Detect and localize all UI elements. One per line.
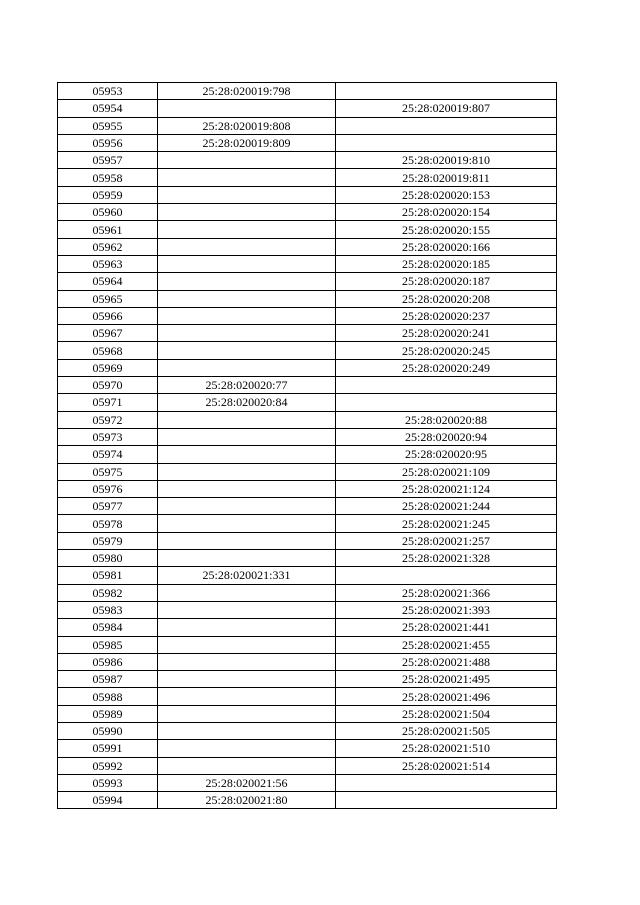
row-number-cell: 05975	[58, 463, 158, 480]
row-number-cell: 05971	[58, 394, 158, 411]
table-row	[58, 722, 557, 739]
cadastral-number-cell-right: 25:28:020021:124	[336, 480, 557, 497]
cadastral-number-cell-right: 25:28:020021:441	[336, 619, 557, 636]
cadastral-number-cell-left	[158, 411, 336, 428]
cadastral-number-cell-right: 25:28:020021:257	[336, 532, 557, 549]
table-row	[58, 100, 557, 117]
cadastral-number-cell-left	[158, 498, 336, 515]
cadastral-number-cell-right: 25:28:020021:495	[336, 671, 557, 688]
row-number-cell: 05968	[58, 342, 158, 359]
row-number-cell: 05984	[58, 619, 158, 636]
table-row	[58, 757, 557, 774]
table-row	[58, 152, 557, 169]
row-number-cell: 05991	[58, 740, 158, 757]
table-row	[58, 169, 557, 186]
cadastral-number-cell-right: 25:28:020021:245	[336, 515, 557, 532]
row-number-cell: 05959	[58, 186, 158, 203]
table-row	[58, 532, 557, 549]
cadastral-number-cell-left	[158, 204, 336, 221]
row-number-cell: 05977	[58, 498, 158, 515]
cadastral-number-cell-right	[336, 567, 557, 584]
cadastral-number-cell-right: 25:28:020020:94	[336, 428, 557, 445]
cadastral-number-cell-right: 25:28:020020:155	[336, 221, 557, 238]
table-row	[58, 792, 557, 809]
table-row	[58, 498, 557, 515]
cadastral-number-cell-right: 25:28:020020:185	[336, 255, 557, 272]
row-number-cell: 05961	[58, 221, 158, 238]
cadastral-number-cell-left	[158, 463, 336, 480]
table-row	[58, 307, 557, 324]
row-number-cell: 05978	[58, 515, 158, 532]
table-row	[58, 619, 557, 636]
cadastral-number-cell-left	[158, 152, 336, 169]
table-row	[58, 255, 557, 272]
row-number-cell: 05974	[58, 446, 158, 463]
row-number-cell: 05980	[58, 550, 158, 567]
cadastral-number-cell-right: 25:28:020020:208	[336, 290, 557, 307]
cadastral-number-cell-right: 25:28:020021:510	[336, 740, 557, 757]
cadastral-number-cell-left	[158, 705, 336, 722]
cadastral-number-cell-right: 25:28:020021:455	[336, 636, 557, 653]
table-row	[58, 342, 557, 359]
row-number-cell: 05994	[58, 792, 158, 809]
cadastral-number-cell-left	[158, 480, 336, 497]
table-row	[58, 325, 557, 342]
cadastral-number-cell-left: 25:28:020019:808	[158, 117, 336, 134]
cadastral-number-cell-left	[158, 636, 336, 653]
row-number-cell: 05986	[58, 653, 158, 670]
row-number-cell: 05955	[58, 117, 158, 134]
row-number-cell: 05958	[58, 169, 158, 186]
row-number-cell: 05966	[58, 307, 158, 324]
cadastral-number-cell-right: 25:28:020021:366	[336, 584, 557, 601]
cadastral-number-cell-left	[158, 722, 336, 739]
cadastral-number-cell-left	[158, 601, 336, 618]
cadastral-number-cell-right: 25:28:020021:109	[336, 463, 557, 480]
cadastral-number-cell-left	[158, 550, 336, 567]
table-row	[58, 411, 557, 428]
cadastral-number-cell-left	[158, 532, 336, 549]
row-number-cell: 05960	[58, 204, 158, 221]
table-row	[58, 740, 557, 757]
row-number-cell: 05990	[58, 722, 158, 739]
table-row	[58, 204, 557, 221]
cadastral-number-cell-right: 25:28:020021:514	[336, 757, 557, 774]
cadastral-number-cell-right: 25:28:020020:237	[336, 307, 557, 324]
row-number-cell: 05963	[58, 255, 158, 272]
cadastral-number-cell-right: 25:28:020020:154	[336, 204, 557, 221]
cadastral-number-cell-right: 25:28:020019:810	[336, 152, 557, 169]
row-number-cell: 05976	[58, 480, 158, 497]
cadastral-number-cell-right: 25:28:020020:245	[336, 342, 557, 359]
cadastral-number-cell-left	[158, 325, 336, 342]
row-number-cell: 05993	[58, 774, 158, 791]
table-row	[58, 671, 557, 688]
cadastral-number-cell-left	[158, 186, 336, 203]
table-row	[58, 480, 557, 497]
row-number-cell: 05967	[58, 325, 158, 342]
cadastral-number-cell-right: 25:28:020020:95	[336, 446, 557, 463]
cadastral-number-cell-right	[336, 774, 557, 791]
row-number-cell: 05956	[58, 134, 158, 151]
cadastral-number-cell-left	[158, 307, 336, 324]
table-row	[58, 550, 557, 567]
cadastral-number-cell-left	[158, 671, 336, 688]
row-number-cell: 05970	[58, 377, 158, 394]
row-number-cell: 05988	[58, 688, 158, 705]
cadastral-number-cell-left	[158, 290, 336, 307]
table-row	[58, 290, 557, 307]
cadastral-number-cell-left	[158, 584, 336, 601]
row-number-cell: 05972	[58, 411, 158, 428]
cadastral-number-cell-right: 25:28:020020:249	[336, 359, 557, 376]
row-number-cell: 05973	[58, 428, 158, 445]
cadastral-table	[57, 82, 557, 809]
table-row	[58, 186, 557, 203]
row-number-cell: 05989	[58, 705, 158, 722]
table-row	[58, 273, 557, 290]
table-row	[58, 446, 557, 463]
cadastral-number-cell-left	[158, 619, 336, 636]
table-row	[58, 705, 557, 722]
cadastral-number-cell-left	[158, 100, 336, 117]
cadastral-number-cell-right	[336, 377, 557, 394]
cadastral-number-cell-right: 25:28:020019:807	[336, 100, 557, 117]
cadastral-number-cell-left: 25:28:020021:56	[158, 774, 336, 791]
cadastral-number-cell-left: 25:28:020019:798	[158, 83, 336, 100]
row-number-cell: 05964	[58, 273, 158, 290]
table-row	[58, 601, 557, 618]
row-number-cell: 05983	[58, 601, 158, 618]
cadastral-number-cell-right: 25:28:020020:187	[336, 273, 557, 290]
cadastral-number-cell-left	[158, 757, 336, 774]
cadastral-number-cell-right	[336, 394, 557, 411]
cadastral-number-cell-right	[336, 117, 557, 134]
table-row	[58, 515, 557, 532]
cadastral-number-cell-right: 25:28:020021:393	[336, 601, 557, 618]
cadastral-number-cell-left	[158, 221, 336, 238]
row-number-cell: 05962	[58, 238, 158, 255]
row-number-cell: 05965	[58, 290, 158, 307]
table-row	[58, 584, 557, 601]
row-number-cell: 05969	[58, 359, 158, 376]
table-row	[58, 221, 557, 238]
cadastral-number-cell-right: 25:28:020021:488	[336, 653, 557, 670]
table-row	[58, 377, 557, 394]
row-number-cell: 05957	[58, 152, 158, 169]
cadastral-number-cell-left	[158, 342, 336, 359]
row-number-cell: 05954	[58, 100, 158, 117]
cadastral-number-cell-left	[158, 169, 336, 186]
cadastral-number-cell-right: 25:28:020021:505	[336, 722, 557, 739]
cadastral-number-cell-left	[158, 359, 336, 376]
row-number-cell: 05992	[58, 757, 158, 774]
cadastral-number-cell-left	[158, 446, 336, 463]
cadastral-number-cell-left: 25:28:020020:84	[158, 394, 336, 411]
cadastral-number-cell-left: 25:28:020020:77	[158, 377, 336, 394]
row-number-cell: 05982	[58, 584, 158, 601]
cadastral-number-cell-right: 25:28:020021:496	[336, 688, 557, 705]
cadastral-number-cell-right: 25:28:020019:811	[336, 169, 557, 186]
table-row	[58, 83, 557, 100]
table-row	[58, 394, 557, 411]
cadastral-number-cell-left	[158, 688, 336, 705]
row-number-cell: 05953	[58, 83, 158, 100]
cadastral-number-cell-right	[336, 792, 557, 809]
cadastral-number-cell-left	[158, 238, 336, 255]
cadastral-number-cell-right: 25:28:020021:244	[336, 498, 557, 515]
cadastral-number-cell-left: 25:28:020019:809	[158, 134, 336, 151]
row-number-cell: 05987	[58, 671, 158, 688]
table-row	[58, 359, 557, 376]
cadastral-number-cell-right: 25:28:020020:166	[336, 238, 557, 255]
cadastral-number-cell-left	[158, 255, 336, 272]
table-row	[58, 567, 557, 584]
table-row	[58, 653, 557, 670]
table-row	[58, 134, 557, 151]
cadastral-number-cell-left	[158, 740, 336, 757]
cadastral-number-cell-right: 25:28:020021:504	[336, 705, 557, 722]
table-row	[58, 463, 557, 480]
cadastral-number-cell-left: 25:28:020021:80	[158, 792, 336, 809]
table-row	[58, 428, 557, 445]
cadastral-number-cell-left	[158, 653, 336, 670]
cadastral-number-cell-right: 25:28:020020:153	[336, 186, 557, 203]
cadastral-number-cell-left	[158, 515, 336, 532]
cadastral-number-cell-right: 25:28:020020:241	[336, 325, 557, 342]
table-body	[58, 83, 557, 809]
cadastral-number-cell-right: 25:28:020020:88	[336, 411, 557, 428]
table-row	[58, 774, 557, 791]
cadastral-number-cell-right: 25:28:020021:328	[336, 550, 557, 567]
row-number-cell: 05979	[58, 532, 158, 549]
table-row	[58, 636, 557, 653]
cadastral-number-cell-left	[158, 428, 336, 445]
cadastral-number-cell-right	[336, 134, 557, 151]
table-row	[58, 688, 557, 705]
table-row	[58, 238, 557, 255]
cadastral-number-cell-left: 25:28:020021:331	[158, 567, 336, 584]
row-number-cell: 05985	[58, 636, 158, 653]
cadastral-number-cell-left	[158, 273, 336, 290]
cadastral-number-cell-right	[336, 83, 557, 100]
table-row	[58, 117, 557, 134]
row-number-cell: 05981	[58, 567, 158, 584]
